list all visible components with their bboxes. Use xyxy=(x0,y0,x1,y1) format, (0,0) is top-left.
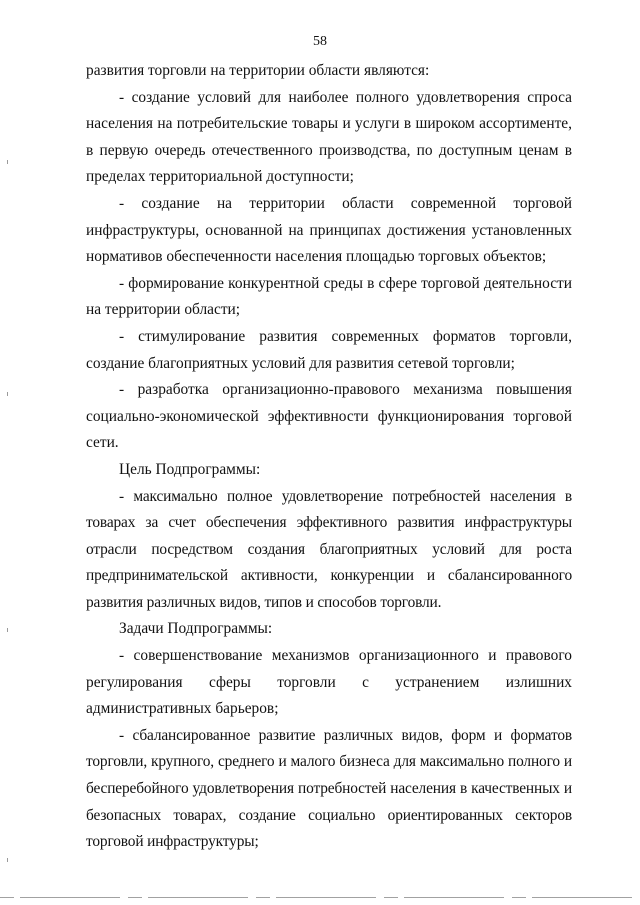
paragraph-subprogram-goal: - максимально полное удовлетворение потребностей населения в товарах за счет обеспечения эффективного развития инфраструктуры отрасли посредством создания благоприятных условий для роста предпринимательской активности, конкуренции и сбалансированного развития различных видов, типов и способов торговли. xyxy=(86,487,572,611)
paragraph-goal-infrastructure: - создание на территории области современной торговой инфраструктуры, основанной на принципах достижения установленных нормативов обеспеченности населения площадью торговых объектов; xyxy=(86,194,572,266)
paragraph-goal-formats: - стимулирование развития современных форматов торговли, создание благоприятных условий для развития сетевой торговли; xyxy=(86,327,572,372)
scan-bottom-edge xyxy=(0,897,640,898)
document-body xyxy=(86,58,572,856)
paragraph-intro: развития торговли на территории области являются: xyxy=(86,62,430,79)
scan-margin-mark xyxy=(7,392,8,396)
heading-subprogram-tasks: Задачи Подпрограммы: xyxy=(119,620,273,638)
paragraph-goal-competition: - формирование конкурентной среды в сфере торговой деятельности на территории области; xyxy=(86,274,572,319)
heading-subprogram-goal: Цель Подпрограммы: xyxy=(119,460,261,478)
paragraph-task-development: - сбалансированное развитие различных видов, форм и форматов торговли, крупного, среднего и малого бизнеса для максимально полного и бесперебойного удовлетворения потребностей населения в качественных и безопасных товарах, создание социально ориентированных секторов торговой инфраструктуры; xyxy=(86,726,572,851)
page-number: 58 xyxy=(313,34,327,49)
paragraph-goal-mechanism: - разработка организационно-правового механизма повышения социально-экономической эффективности функционирования торговой сети. xyxy=(86,381,572,452)
scan-margin-mark xyxy=(7,858,8,862)
scan-margin-mark xyxy=(7,160,8,164)
paragraph-task-regulation: - совершенствование механизмов организационного и правового регулирования сферы торговли с устранением излишних административных барьеров; xyxy=(86,647,572,718)
scan-margin-mark xyxy=(7,628,8,632)
paragraph-goal-conditions: - создание условий для наиболее полного удовлетворения спроса населения на потребительские товары и услуги в широком ассортименте, в первую очередь отечественного производства, по доступным ценам в пределах территориальной доступности; xyxy=(86,88,572,186)
